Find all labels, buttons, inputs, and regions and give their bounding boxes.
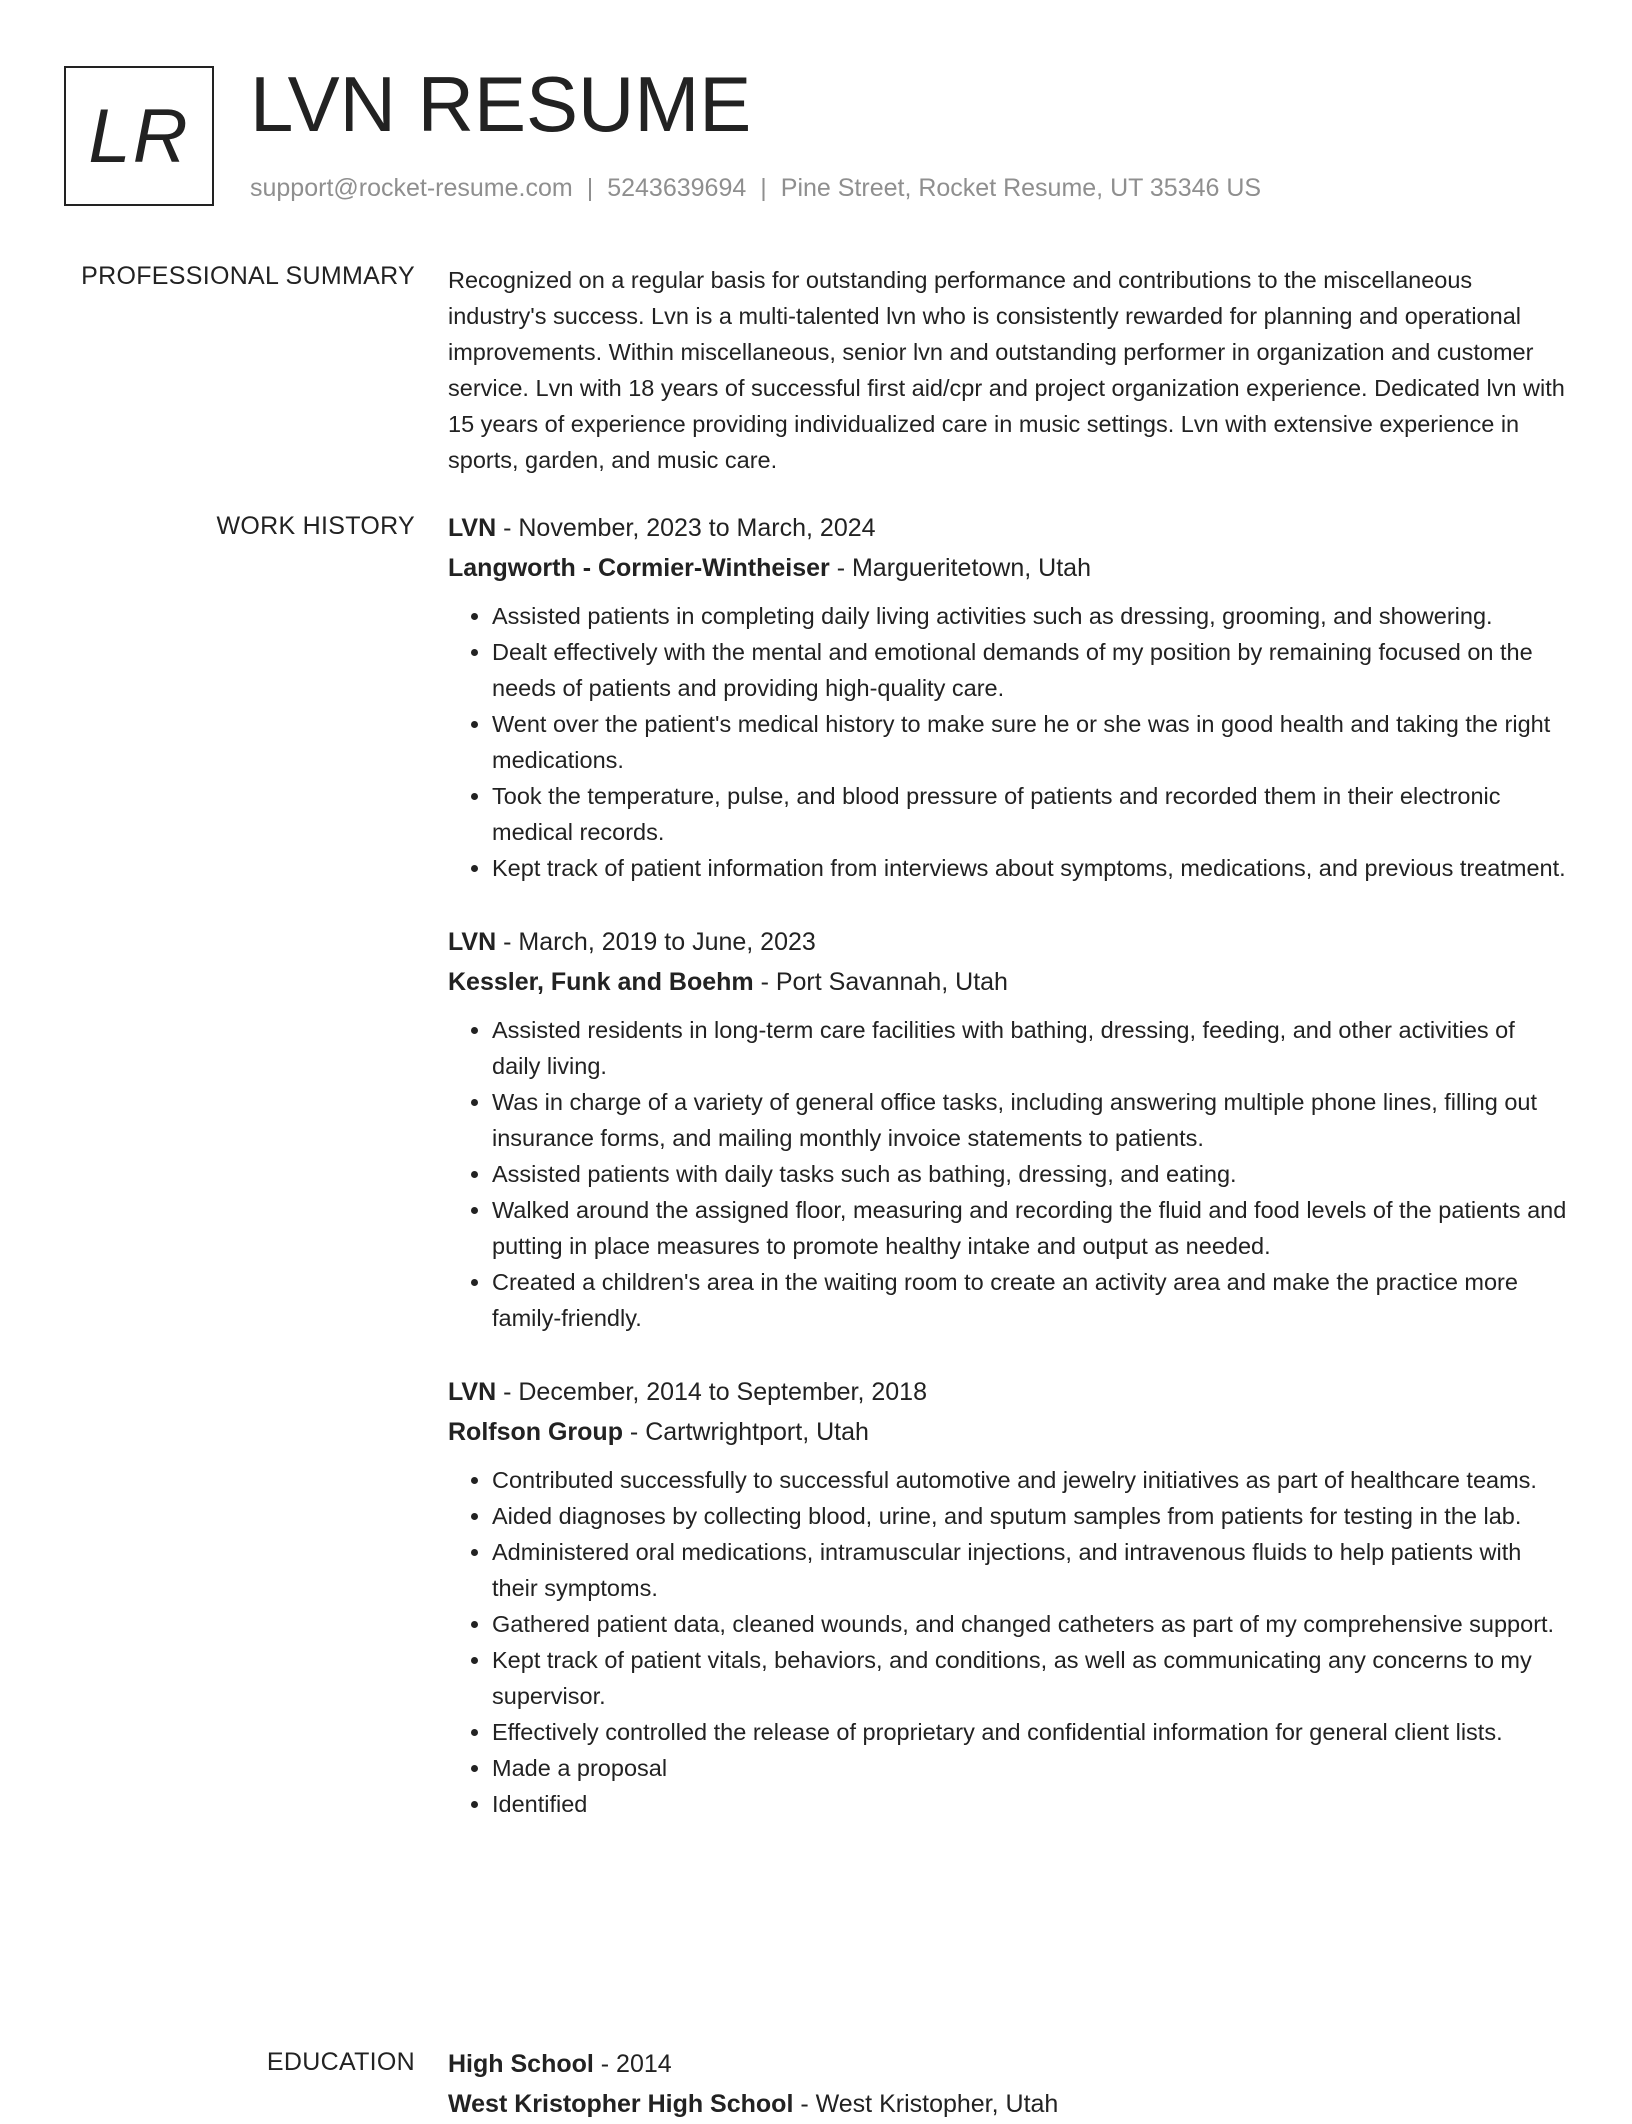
list-item: • Walked around the assigned floor, measuring and recording the fluid and food levels of the patients and putting in place measures to promote healthy intake and output as needed. — [492, 1192, 1568, 1264]
school-name: West Kristopher High School — [448, 2090, 794, 2118]
company-location: - Port Savannah, Utah — [753, 968, 1008, 996]
education-body — [448, 2044, 1568, 2124]
work-history-heading: WORK HISTORY — [216, 512, 415, 540]
contact-email: support@rocket-resume.com — [250, 174, 573, 202]
company-line — [448, 1412, 1568, 1452]
job-dates: - March, 2019 to June, 2023 — [496, 928, 816, 956]
job-bullets — [448, 1012, 1568, 1336]
school-location: - West Kristopher, Utah — [793, 2090, 1059, 2118]
list-item: • Created a children's area in the waiting room to create an activity area and make the practice more family-friendly. — [492, 1264, 1568, 1336]
company-line — [448, 962, 1568, 1002]
job-title: LVN — [448, 928, 497, 956]
list-item: • Assisted patients in completing daily living activities such as dressing, grooming, and showering. — [492, 598, 1568, 634]
job-title: LVN — [448, 1378, 497, 1406]
company-name: Kessler, Funk and Boehm — [448, 968, 754, 996]
job-title-line — [448, 508, 1568, 548]
list-item: • Gathered patient data, cleaned wounds, and changed catheters as part of my comprehensive support. — [492, 1606, 1568, 1642]
contact-address: Pine Street, Rocket Resume, UT 35346 US — [780, 174, 1262, 202]
list-item: • Contributed successfully to successful automotive and jewelry initiatives as part of healthcare teams. — [492, 1462, 1568, 1498]
job-bullets — [448, 598, 1568, 886]
degree-line — [448, 2044, 1568, 2084]
company-location: - Margueritetown, Utah — [829, 554, 1091, 582]
summary-body — [448, 262, 1568, 478]
summary-text: Recognized on a regular basis for outstanding performance and contributions to the miscellaneous industry's success. Lvn is a multi-talented lvn who is consistently rewarded for planning and operational improvements. Within miscellaneous, senior lvn and outstanding performer in organization and customer service. Lvn with 18 years of successful first aid/cpr and project organization experience. Dedicated lvn with 15 years of experience providing individualized care in music settings. Lvn with extensive experience in sports, garden, and music care. — [448, 267, 1565, 473]
list-item: • Aided diagnoses by collecting blood, urine, and sputum samples from patients for testing in the lab. — [492, 1498, 1568, 1534]
job-title-line — [448, 1372, 1568, 1412]
job-entry — [448, 922, 1568, 1336]
school-line — [448, 2084, 1568, 2124]
job-entry — [448, 1372, 1568, 1822]
contact-phone: 5243639694 — [607, 174, 747, 202]
list-item: • Administered oral medications, intramuscular injections, and intravenous fluids to help patients with their symptoms. — [492, 1534, 1568, 1606]
company-name: Rolfson Group — [448, 1418, 623, 1446]
monogram-logo: LR — [64, 66, 214, 206]
list-item: • Effectively controlled the release of proprietary and confidential information for general client lists. — [492, 1714, 1568, 1750]
job-bullets — [448, 1462, 1568, 1822]
degree-name: High School — [448, 2050, 594, 2078]
company-location: - Cartwrightport, Utah — [622, 1418, 869, 1446]
company-line — [448, 548, 1568, 588]
job-dates: - December, 2014 to September, 2018 — [496, 1378, 927, 1406]
list-item: • Assisted residents in long-term care facilities with bathing, dressing, feeding, and other activities of daily living. — [492, 1012, 1568, 1084]
company-name: Langworth - Cormier-Wintheiser — [448, 554, 830, 582]
contact-separator: | — [760, 174, 767, 202]
list-item: • Made a proposal — [492, 1750, 1568, 1786]
list-item: • Dealt effectively with the mental and emotional demands of my position by remaining focused on the needs of patients and providing high-quality care. — [492, 634, 1568, 706]
contact-separator: | — [586, 174, 594, 202]
resume-header — [64, 60, 1564, 216]
job-entry — [448, 508, 1568, 886]
job-title: LVN — [448, 514, 497, 542]
job-dates: - November, 2023 to March, 2024 — [496, 514, 876, 542]
list-item: • Was in charge of a variety of general office tasks, including answering multiple phone lines, filling out insurance forms, and mailing monthly invoice statements to patients. — [492, 1084, 1568, 1156]
degree-year: - 2014 — [593, 2050, 672, 2078]
education-heading: EDUCATION — [266, 2048, 415, 2076]
list-item: • Went over the patient's medical history to make sure he or she was in good health and taking the right medications. — [492, 706, 1568, 778]
work-history-body — [448, 508, 1568, 1858]
list-item: • Kept track of patient vitals, behaviors, and conditions, as well as communicating any concerns to my supervisor. — [492, 1642, 1568, 1714]
list-item: • Assisted patients with daily tasks such as bathing, dressing, and eating. — [492, 1156, 1568, 1192]
list-item: • Kept track of patient information from interviews about symptoms, medications, and previous treatment. — [492, 850, 1568, 886]
job-title-line — [448, 922, 1568, 962]
resume-title: LVN RESUME — [250, 60, 752, 148]
summary-heading: PROFESSIONAL SUMMARY — [81, 262, 415, 290]
list-item: • Identified — [492, 1786, 1568, 1822]
contact-line — [250, 174, 1261, 203]
list-item: • Took the temperature, pulse, and blood pressure of patients and recorded them in their electronic medical records. — [492, 778, 1568, 850]
